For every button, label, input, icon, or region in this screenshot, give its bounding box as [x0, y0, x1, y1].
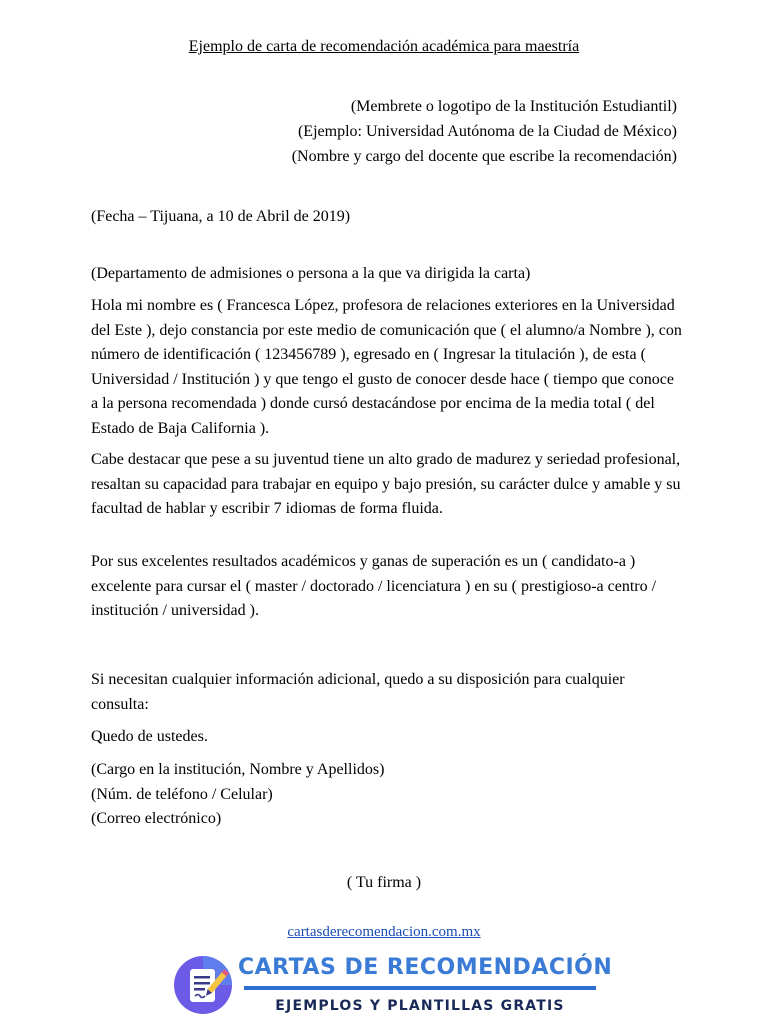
document-pen-icon — [173, 955, 233, 1015]
signature: ( Tu firma ) — [346, 874, 422, 891]
brand-divider — [244, 986, 596, 990]
website-link[interactable]: cartasderecomendacion.com.mx — [287, 924, 481, 940]
body-paragraph: Hola mi nombre es ( Francesca López, profesora de relaciones exteriores en la Universidad del Este ), dejo constancia por este medio de comunicación que ( el alumno/a Nombre ), con número de identificación ( 123456789 ), egresado en ( Ingresar la titulación ), de esta ( Universidad / Institución ) y que tengo el gusto de conocer desde hace ( tiempo que conoce a la persona recomendada ) donde cursó destacándose por encima de la media total ( del Estado de Baja California ). — [91, 297, 682, 437]
brand-subtitle: EJEMPLOS Y PLANTILLAS GRATIS — [275, 998, 565, 1014]
letter-title: Ejemplo de carta de recomendación académica para maestría — [188, 38, 580, 55]
contact-line: (Núm. de teléfono / Celular) — [91, 785, 273, 803]
letter-recipient: (Departamento de admisiones o persona a la que va dirigida la carta) — [91, 265, 531, 282]
body-paragraph: Cabe destacar que pese a su juventud tiene un alto grado de madurez y seriedad profesional, resaltan su capacidad para trabajar en equipo y bajo presión, su carácter dulce y amable y su facultad de hablar y escribir 7 idiomas de forma fluida. — [91, 451, 681, 518]
letterhead-line: (Ejemplo: Universidad Autónoma de la Ciudad de México) — [297, 123, 677, 140]
contact-line: (Correo electrónico) — [91, 810, 222, 828]
contact-line: (Cargo en la institución, Nombre y Apellidos) — [91, 761, 385, 778]
letterhead — [292, 94, 677, 169]
letter-date: (Fecha – Tijuana, a 10 de Abril de 2019) — [91, 208, 351, 225]
letterhead-line: (Membrete o logotipo de la Institución Estudiantil) — [350, 98, 677, 115]
brand-title: CARTAS DE RECOMENDACIÓN — [238, 955, 613, 980]
farewell: Quedo de ustedes. — [91, 728, 208, 745]
contact-block — [91, 758, 685, 832]
closing-info: Si necesitan cualquier información adicional, quedo a su disposición para cualquier consulta: — [91, 671, 625, 713]
body-paragraph: Por sus excelentes resultados académicos y ganas de superación es un ( candidato-a ) excelente para cursar el ( master / doctorado / licenciatura ) en su ( prestigioso-a centro / institución / universidad ). — [91, 553, 657, 620]
letterhead-line: (Nombre y cargo del docente que escribe la recomendación) — [291, 148, 677, 165]
